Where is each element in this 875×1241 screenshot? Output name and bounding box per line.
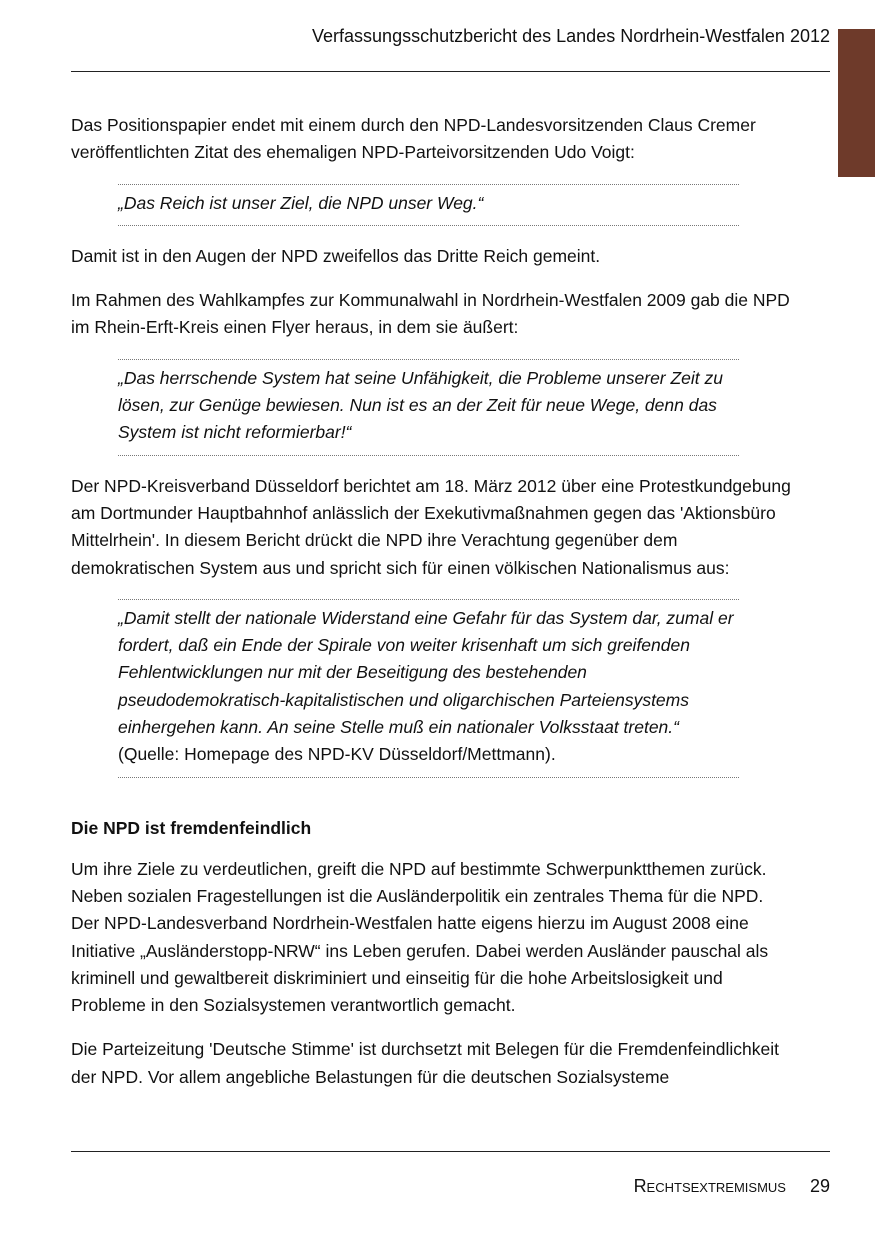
- paragraph-6: Die Parteizeitung 'Deutsche Stimme' ist durchsetzt mit Belegen für die Fremdenfeindlichkeit der NPD. Vor allem angebliche Belastungen für die deutschen Sozialsysteme: [71, 1039, 779, 1087]
- paragraph-5: Um ihre Ziele zu verdeutlichen, greift die NPD auf bestimmte Schwerpunktthemen zurück. Neben sozialen Fragestellungen ist die Ausländerpolitik ein zentrales Thema für die NPD. Der NPD-Landesverband Nordrhein-Westfalen hatte eigens hierzu im August 2008 eine Initiative „Ausländerstopp-NRW“ ins Leben gerufen. Dabei werden Ausländer pauschal als kriminell und gewaltbereit diskriminiert und einseitig für die hohe Arbeitslosigkeit und Probleme in den Sozialsystemen verantwortlich gemacht.: [71, 858, 769, 1016]
- quote-3-source: (Quelle: Homepage des NPD-KV Düsseldorf/Mettmann).: [118, 744, 556, 765]
- quote-3: [118, 599, 739, 778]
- paragraph-3: Im Rahmen des Wahlkampfes zur Kommunalwahl in Nordrhein-Westfalen 2009 gab die NPD im Rhein-Erft-Kreis einen Flyer heraus, in dem sie äußert:: [71, 290, 790, 338]
- quote-2-text: „Das herrschende System hat seine Unfähigkeit, die Probleme unserer Zeit zu lösen, zur Genüge bewiesen. Nun ist es an der Zeit für neue Wege, denn das System ist nicht reformierbar!“: [118, 367, 724, 443]
- page-footer: [634, 1176, 830, 1197]
- quote-1: [118, 184, 739, 226]
- quote-3-text: „Damit stellt der nationale Widerstand eine Gefahr für das System dar, zumal er fordert, daß ein Ende der Spirale von weiter krisenhaft um sich greifenden Fehlentwicklungen nur mit der Beseitigung des bestehenden pseudodemokratisch-kapitalistischen und oligarchischen Parteiensystems einhergehen kann. An seine Stelle muß ein nationaler Volksstaat treten.“: [118, 607, 734, 738]
- chapter-tab: [838, 29, 875, 177]
- section-heading: Die NPD ist fremdenfeindlich: [71, 817, 312, 838]
- header-rule: [71, 71, 830, 72]
- footer-rule: [71, 1151, 830, 1152]
- footer-section-name: Rechtsextremismus: [633, 1176, 786, 1196]
- page-number: 29: [809, 1176, 830, 1196]
- quote-1-text: „Das Reich ist unser Ziel, die NPD unser Weg.“: [118, 192, 484, 213]
- quote-2: [118, 359, 739, 456]
- paragraph-4: Der NPD-Kreisverband Düsseldorf berichtet am 18. März 2012 über eine Protestkundgebung am Dortmunder Hauptbahnhof anlässlich der Exekutivmaßnahmen gegen das 'Aktionsbüro Mittelrhein'. In diesem Bericht drückt die NPD ihre Verachtung gegenüber dem demokratischen System aus und spricht sich für einen völkischen Nationalismus aus:: [71, 475, 791, 578]
- paragraph-2: Damit ist in den Augen der NPD zweifellos das Dritte Reich gemeint.: [71, 245, 601, 266]
- paragraph-1: Das Positionspapier endet mit einem durch den NPD-Landesvorsitzenden Claus Cremer veröffentlichten Zitat des ehemaligen NPD-Parteivorsitzenden Udo Voigt:: [71, 115, 756, 163]
- page-header-title: Verfassungsschutzbericht des Landes Nordrhein-Westfalen 2012: [312, 26, 830, 46]
- page-content: [71, 112, 791, 1108]
